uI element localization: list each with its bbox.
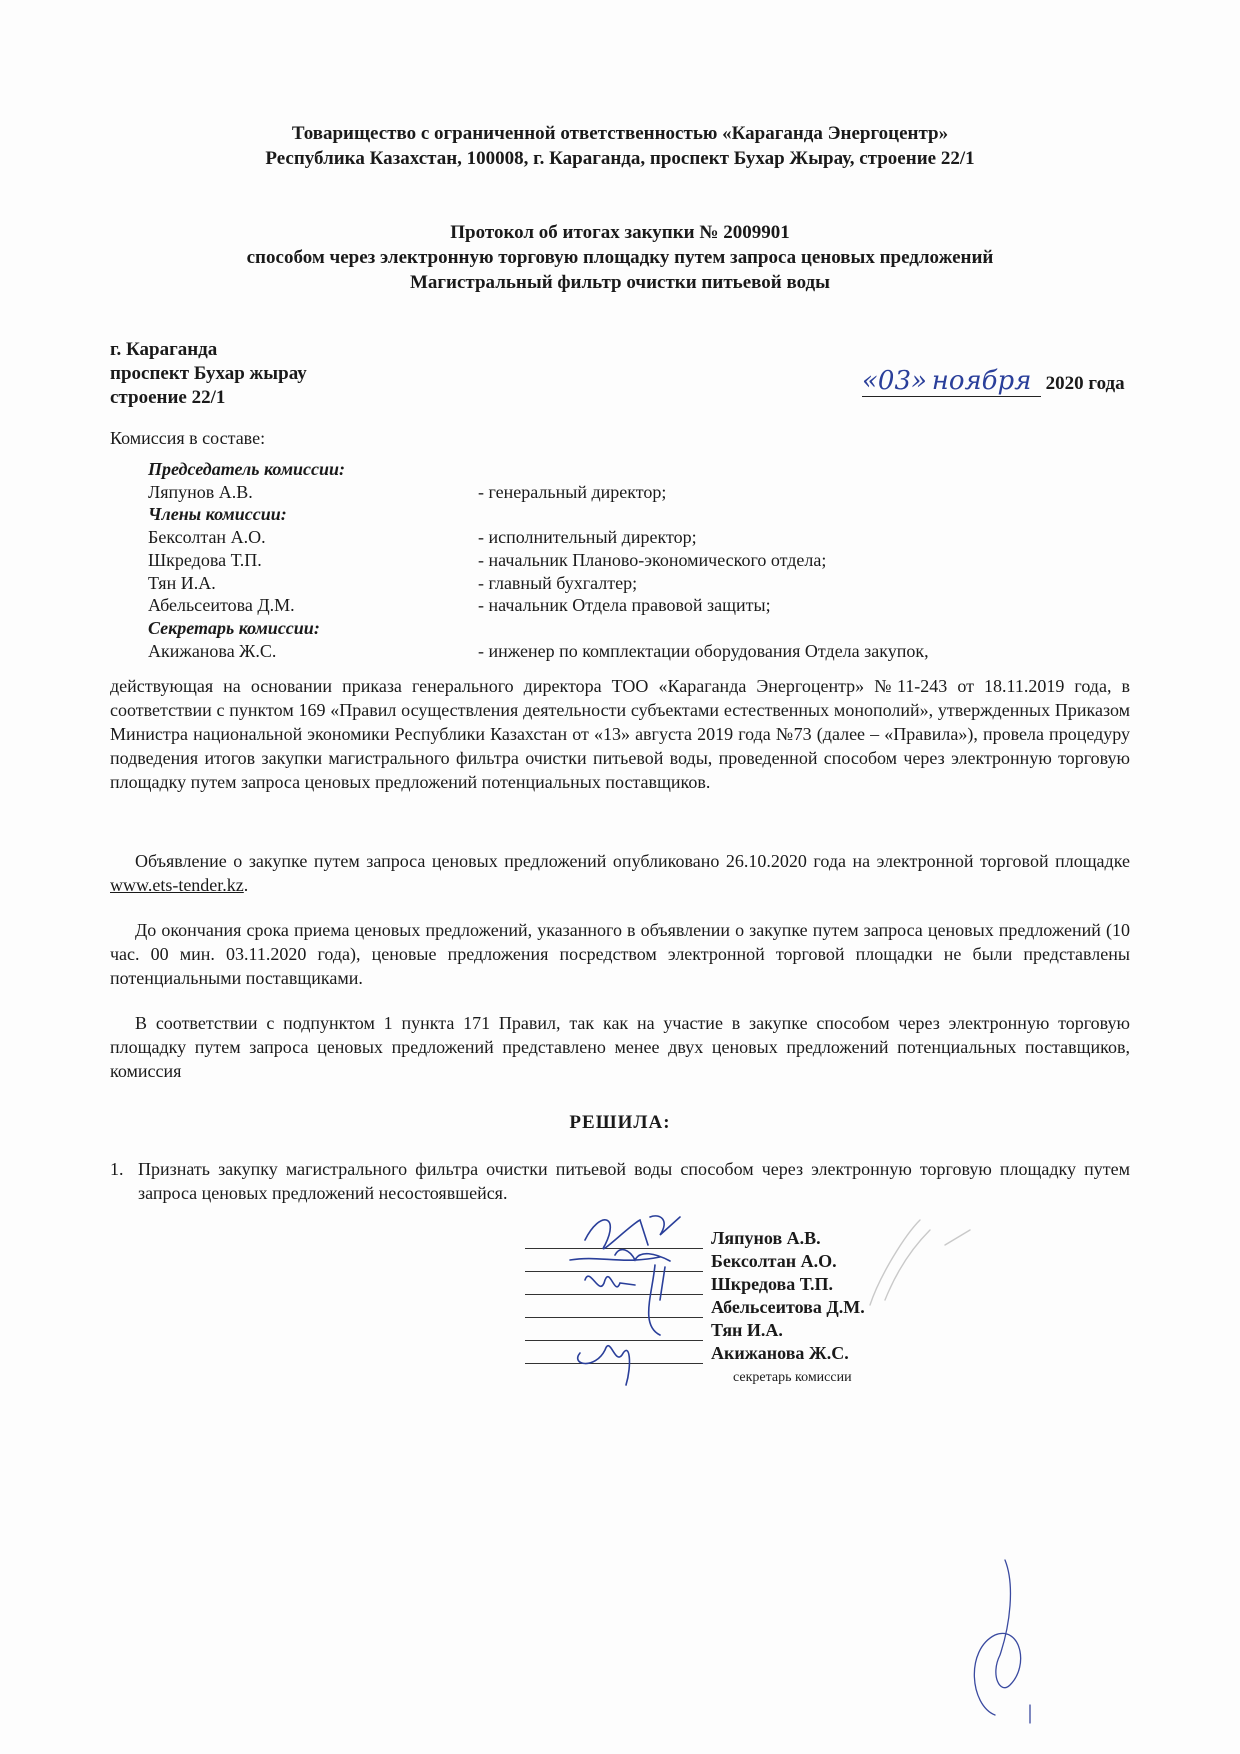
decision-heading: РЕШИЛА: (569, 1112, 671, 1133)
protocol-title: Протокол об итогах закупки № 2009901 (450, 222, 790, 243)
member-position: - начальник Отдела правовой защиты; (478, 595, 771, 616)
member-position: - инженер по комплектации оборудования Отдела закупок, (478, 640, 929, 661)
place-street: проспект Бухар жырау (110, 363, 307, 384)
signatory-name: Ляпунов А.В. (711, 1228, 821, 1248)
initials-mark (960, 1555, 1050, 1725)
member-name: Шкредова Т.П. (148, 549, 262, 570)
signature-line (525, 1322, 703, 1341)
signature-list (525, 1226, 945, 1364)
signature-row (525, 1249, 945, 1272)
secretary-role: секретарь комиссии (733, 1370, 852, 1385)
place-block (110, 338, 307, 410)
org-address: Республика Казахстан, 100008, г. Караганда, проспект Бухар Жырау, строение 22/1 (265, 148, 975, 169)
member-position (478, 617, 1048, 640)
decision-item-number: 1. (110, 1159, 124, 1179)
signatory-name: Тян И.А. (711, 1320, 783, 1340)
protocol-subject: Магистральный фильтр очистки питьевой воды (409, 272, 831, 293)
decision-item-text: Признать закупку магистрального фильтра очистки питьевой воды способом через электронную торговую площадку путем запроса ценовых предложений несостоявшейся. (138, 1159, 1130, 1203)
org-name: Товарищество с ограниченной ответственностью «Караганда Энергоцентр» (291, 123, 949, 144)
tender-site-link[interactable]: www.ets-tender.kz (110, 875, 244, 895)
announcement-end: . (243, 875, 249, 895)
protocol-date (862, 366, 1125, 397)
commission-intro: Комиссия в составе: (110, 428, 266, 448)
signature-row (525, 1226, 945, 1249)
commission-members (148, 458, 1048, 662)
signature-line (525, 1253, 703, 1272)
signatory-name: Акижанова Ж.С. (711, 1343, 849, 1363)
signature-row (525, 1318, 945, 1341)
role-heading-label: Председатель комиссии: (148, 459, 346, 479)
signatory-name: Абельсеитова Д.М. (711, 1297, 865, 1317)
commission-member-row (148, 640, 1048, 663)
member-name: Бексолтан А.О. (148, 527, 266, 548)
commission-member-row (148, 526, 1048, 549)
protocol-method: способом через электронную торговую площадку путем запроса ценовых предложений (246, 247, 994, 268)
commission-member-row (148, 572, 1048, 595)
member-position (478, 503, 1048, 526)
decision-item (110, 1157, 1130, 1205)
member-position (478, 458, 1048, 481)
signatory-name: Шкредова Т.П. (711, 1274, 833, 1294)
signature-row (525, 1272, 945, 1295)
member-position: - главный бухгалтер; (478, 572, 638, 593)
date-open-quote: « (862, 366, 878, 396)
date-day: 03 (877, 366, 912, 396)
commission-member-row (148, 481, 1048, 504)
commission-member-row (148, 594, 1048, 617)
place-building: строение 22/1 (110, 387, 226, 408)
commission-role-heading (148, 503, 1048, 526)
member-name: Тян И.А. (148, 572, 216, 593)
signature-row (525, 1295, 945, 1318)
role-heading-label: Секретарь комиссии: (148, 617, 320, 638)
member-position: - исполнительный директор; (478, 527, 697, 548)
role-heading-label: Члены комиссии: (148, 504, 287, 525)
date-year: 2020 года (1045, 373, 1125, 394)
member-name: Абельсеитова Д.М. (148, 595, 295, 616)
commission-role-heading (148, 458, 1048, 481)
paragraph-announcement (110, 849, 1130, 897)
signature-row (525, 1341, 945, 1364)
paragraph-rule: В соответствии с подпунктом 1 пункта 171 Правил, так как на участие в закупке способом через электронную торговую площадку путем запроса ценовых предложений представлено менее двух ценовых предложений потенциальных поставщиков, комиссия (110, 1013, 1130, 1081)
paragraph-deadline: До окончания срока приема ценовых предложений, указанного в объявлении о закупке путем запроса ценовых предложений (10 час. 00 мин. 03.11.2020 года), ценовые предложения посредством электронной торговой площадки не были представлены потенциальными поставщиками. (110, 920, 1130, 988)
member-name: Акижанова Ж.С. (148, 640, 277, 661)
member-position: - генеральный директор; (478, 481, 667, 502)
date-month: ноября (931, 366, 1032, 396)
commission-role-heading (148, 617, 1048, 640)
paragraph-basis: действующая на основании приказа генерального директора ТОО «Караганда Энергоцентр» №11-243 от 18.11.2019 года, в соответствии с пунктом 169 «Правил осуществления деятельности субъектами естественных монополий», утвержденных Приказом Министра национальной экономики Республики Казахстан от «13» августа 2019 года №73 (далее – «Правила»), провела процедуру подведения итогов закупки магистрального фильтра очистки питьевой воды, проведенной способом через электронную торговую площадку путем запроса ценовых предложений потенциальных поставщиков. (110, 676, 1130, 792)
date-handwritten (862, 366, 1041, 397)
member-position: - начальник Планово-экономического отдела; (478, 549, 827, 570)
signature-line (525, 1345, 703, 1364)
date-close-quote: » (911, 366, 927, 396)
signatory-name: Бексолтан А.О. (711, 1251, 837, 1271)
announcement-text: Объявление о закупке путем запроса ценовых предложений опубликовано 26.10.2020 года на электронной торговой площадке (135, 851, 1130, 871)
signature-line (525, 1276, 703, 1295)
signature-line (525, 1230, 703, 1249)
place-city: г. Караганда (110, 339, 218, 360)
commission-member-row (148, 549, 1048, 572)
member-name: Ляпунов А.В. (148, 481, 253, 502)
signature-line (525, 1299, 703, 1318)
